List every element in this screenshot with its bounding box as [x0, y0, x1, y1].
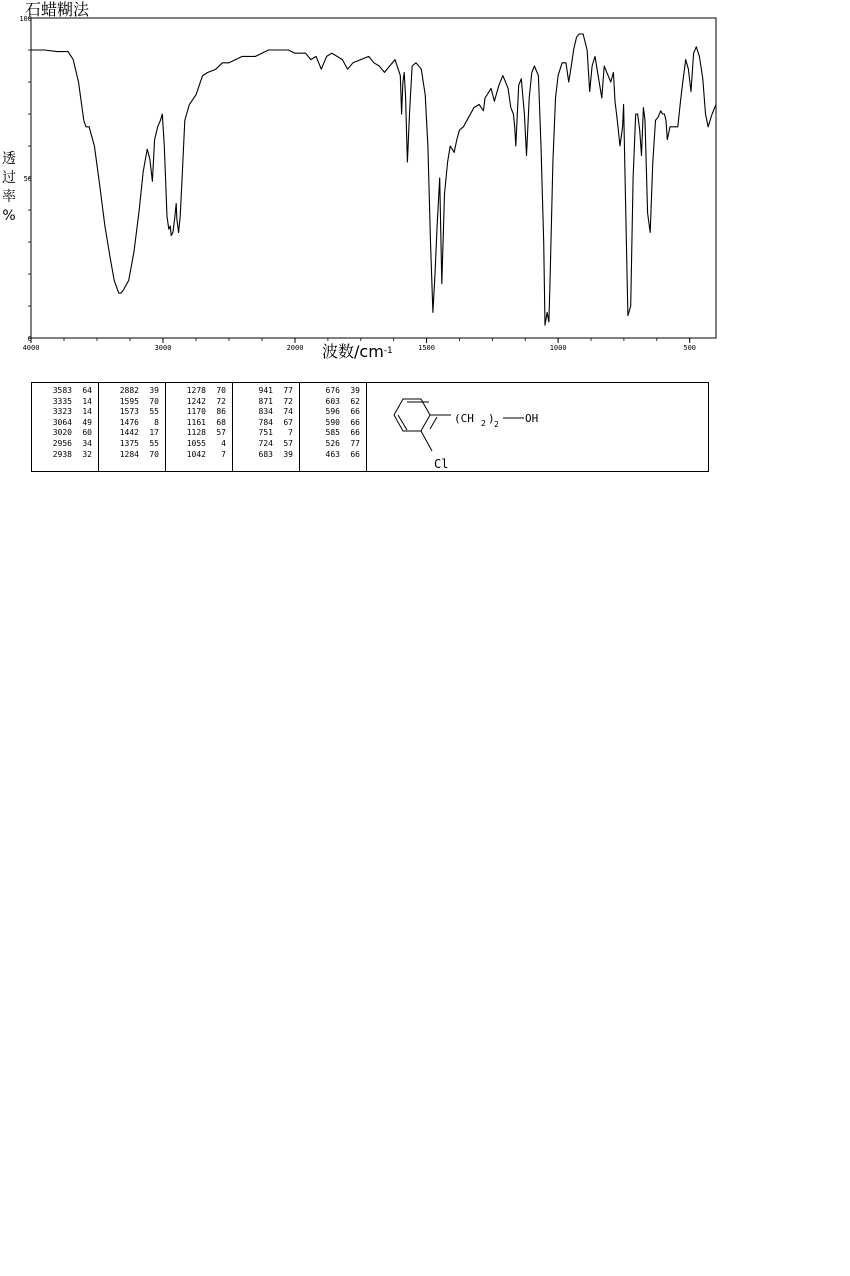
peak-transmittance: 77	[283, 386, 293, 395]
peak-wavenumber: 596	[325, 407, 340, 417]
peak-transmittance: 68	[216, 417, 226, 427]
spectrum-line	[31, 34, 716, 325]
peak-transmittance: 86	[216, 407, 226, 417]
peak-wavenumber: 2956	[52, 438, 72, 448]
peak-transmittance: 66	[350, 428, 360, 438]
structure-cell	[367, 383, 709, 472]
peak-wavenumber: 2938	[52, 449, 72, 459]
peak-transmittance: 67	[283, 417, 293, 427]
peak-transmittance: 55	[149, 407, 159, 417]
peak-transmittance: 4	[221, 438, 226, 448]
peak-row	[170, 407, 226, 418]
peak-wavenumber: 1278	[186, 386, 206, 395]
peak-row	[36, 428, 92, 439]
peak-row	[36, 439, 92, 450]
peak-transmittance: 72	[283, 396, 293, 406]
peak-transmittance: 14	[82, 396, 92, 406]
chemical-structure	[367, 383, 708, 473]
peak-wavenumber: 1161	[186, 417, 206, 427]
peak-wavenumber: 1242	[186, 396, 206, 406]
peak-row	[36, 386, 92, 397]
peak-row	[237, 450, 293, 461]
peak-wavenumber: 590	[325, 417, 340, 427]
peak-row	[304, 386, 360, 397]
peak-column-3	[166, 383, 233, 472]
x-tick-label: 1500	[418, 344, 435, 352]
peak-wavenumber: 2882	[119, 386, 139, 395]
peak-wavenumber: 3064	[52, 417, 72, 427]
peak-row	[170, 428, 226, 439]
y-tick-label: 50	[23, 175, 32, 183]
x-tick-label: 1000	[549, 344, 567, 352]
peak-row	[170, 418, 226, 429]
x-tick-label: 3000	[154, 344, 172, 352]
peak-row	[304, 397, 360, 408]
peak-wavenumber: 1042	[186, 449, 206, 459]
peak-transmittance: 77	[350, 438, 360, 448]
peak-wavenumber: 871	[258, 396, 273, 406]
peak-transmittance: 39	[149, 386, 159, 395]
peak-wavenumber: 463	[325, 449, 340, 459]
y-axis-label-char: 率	[2, 189, 16, 205]
x-axis-label-text: 波数/cm	[322, 342, 384, 361]
peak-transmittance: 66	[350, 407, 360, 417]
peak-transmittance: 57	[216, 428, 226, 438]
peak-transmittance: 60	[82, 428, 92, 438]
peak-row	[36, 397, 92, 408]
x-tick-label: 4000	[22, 344, 40, 352]
peak-wavenumber: 683	[258, 449, 273, 459]
peak-wavenumber: 1375	[119, 438, 139, 448]
chlorine-label: Cl	[434, 457, 449, 471]
peak-wavenumber: 3020	[52, 428, 72, 438]
y-axis-label	[1, 150, 17, 226]
peak-transmittance: 70	[149, 449, 159, 459]
peak-row	[237, 418, 293, 429]
aromatic-bond	[398, 415, 407, 430]
plot-frame	[31, 18, 716, 338]
peak-wavenumber: 1128	[186, 428, 206, 438]
peak-row	[103, 386, 159, 397]
peak-row	[170, 450, 226, 461]
peak-row	[304, 407, 360, 418]
peak-transmittance: 70	[149, 396, 159, 406]
peak-row	[103, 439, 159, 450]
peak-transmittance: 7	[288, 428, 293, 438]
aromatic-bond	[430, 417, 437, 429]
x-tick-label: 2000	[286, 344, 304, 352]
benzene-ring	[394, 399, 430, 431]
x-tick-label: 500	[683, 344, 697, 352]
peak-transmittance: 39	[283, 449, 293, 459]
peak-wavenumber: 941	[258, 386, 273, 395]
peak-row	[304, 450, 360, 461]
substituent-close: )	[488, 412, 495, 425]
peak-wavenumber: 3335	[52, 396, 72, 406]
chart-title: 石蜡糊法	[25, 0, 90, 19]
peak-row	[170, 386, 226, 397]
peak-row	[103, 407, 159, 418]
peak-wavenumber: 1573	[119, 407, 139, 417]
y-axis-label-char: 过	[2, 170, 16, 186]
y-axis-label-char: 透	[2, 151, 16, 167]
peak-transmittance: 55	[149, 438, 159, 448]
peak-transmittance: 57	[283, 438, 293, 448]
peak-wavenumber: 1055	[186, 438, 206, 448]
peak-wavenumber: 676	[325, 386, 340, 395]
peak-transmittance: 7	[221, 449, 226, 459]
peak-transmittance: 66	[350, 417, 360, 427]
peak-wavenumber: 1170	[186, 407, 206, 417]
peak-wavenumber: 603	[325, 396, 340, 406]
peak-table	[31, 382, 709, 472]
peak-transmittance: 32	[82, 449, 92, 459]
peak-row	[170, 439, 226, 450]
peak-column-1	[32, 383, 99, 472]
peak-wavenumber: 724	[258, 438, 273, 448]
peak-column-5	[300, 383, 367, 472]
peak-transmittance: 34	[82, 438, 92, 448]
peak-row	[103, 428, 159, 439]
peak-wavenumber: 585	[325, 428, 340, 438]
peak-wavenumber: 526	[325, 438, 340, 448]
peak-row	[103, 397, 159, 408]
substituent-open: (CH	[454, 412, 474, 425]
peak-row	[36, 418, 92, 429]
x-axis-label	[322, 343, 393, 361]
peak-transmittance: 70	[216, 386, 226, 395]
peak-transmittance: 14	[82, 407, 92, 417]
peak-row	[237, 397, 293, 408]
peak-transmittance: 17	[149, 428, 159, 438]
peak-row	[237, 439, 293, 450]
peak-wavenumber: 3583	[52, 386, 72, 395]
y-tick-label: 0	[27, 335, 32, 343]
peak-wavenumber: 1284	[119, 449, 139, 459]
peak-row	[304, 428, 360, 439]
peak-row	[237, 428, 293, 439]
peak-transmittance: 72	[216, 396, 226, 406]
peak-wavenumber: 3323	[52, 407, 72, 417]
peak-transmittance: 8	[154, 417, 159, 427]
hydroxyl-label: OH	[525, 412, 539, 425]
chlorine-bond	[421, 431, 432, 451]
peak-wavenumber: 751	[258, 428, 273, 438]
peak-transmittance: 39	[350, 386, 360, 395]
peak-wavenumber: 834	[258, 407, 273, 417]
y-axis-label-char: %	[2, 208, 16, 224]
peak-wavenumber: 784	[258, 417, 273, 427]
x-axis-label-exponent: -1	[383, 346, 393, 356]
peak-row	[103, 450, 159, 461]
peak-row	[103, 418, 159, 429]
peak-transmittance: 64	[82, 386, 92, 395]
peak-row	[237, 407, 293, 418]
peak-wavenumber: 1476	[119, 417, 139, 427]
peak-column-4	[233, 383, 300, 472]
peak-row	[237, 386, 293, 397]
substituent-outer-subscript: 2	[494, 420, 499, 429]
peak-row	[304, 439, 360, 450]
peak-wavenumber: 1595	[119, 396, 139, 406]
peak-transmittance: 66	[350, 449, 360, 459]
peak-wavenumber: 1442	[119, 428, 139, 438]
substituent-subscript: 2	[481, 419, 486, 428]
peak-transmittance: 74	[283, 407, 293, 417]
y-tick-label: 100	[19, 15, 32, 23]
peak-row	[170, 397, 226, 408]
peak-column-2	[99, 383, 166, 472]
ir-spectrum-chart	[0, 0, 850, 365]
peak-transmittance: 62	[350, 396, 360, 406]
peak-row	[36, 450, 92, 461]
peak-transmittance: 49	[82, 417, 92, 427]
peak-row	[304, 418, 360, 429]
peak-row	[36, 407, 92, 418]
